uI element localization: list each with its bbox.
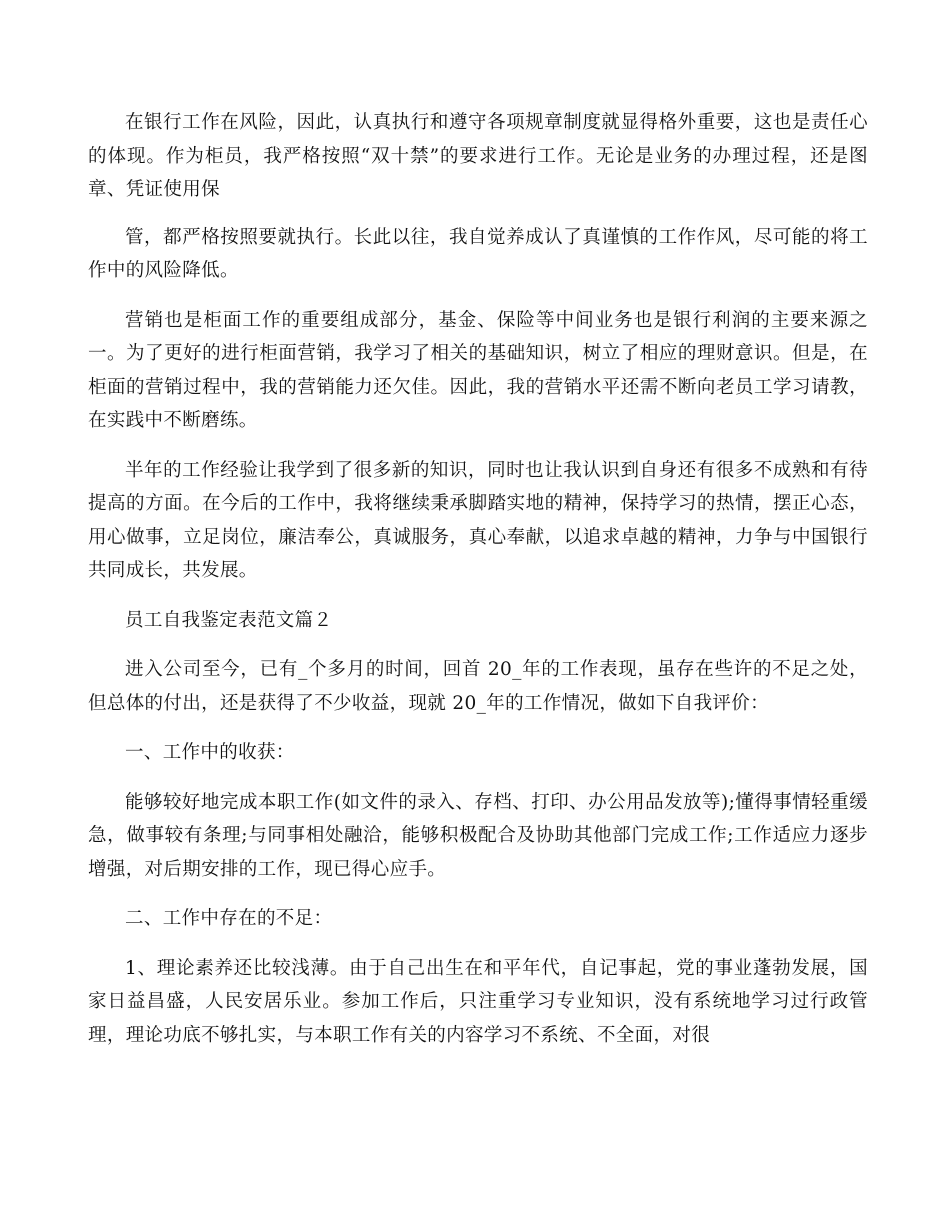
subheading-gains: 一、工作中的收获： — [125, 742, 295, 763]
paragraph-half-year-summary: 半年的工作经验让我学到了很多新的知识，同时也让我认识到自身还有很多不成熟和有待提高的方面。在今后的工作中，我将继续秉承脚踏实地的精神，保持学习的热情，摆正心态，用心做事，立足岗位，廉洁奉公，真诚服务，真心奉献，以追求卓越的精神，力争与中国银行共同成长，共发展。 — [88, 459, 868, 581]
subheading-shortcomings: 二、工作中存在的不足： — [125, 908, 333, 929]
section-heading-sample-2: 员工自我鉴定表范文篇２ — [125, 609, 333, 631]
paragraph-marketing: 营销也是柜面工作的重要组成部分，基金、保险等中间业务也是银行利润的主要来源之一。为了更好的进行柜面营销，我学习了相关的基础知识，树立了相应的理财意识。但是，在柜面的营销过程中，我的营销能力还欠佳。因此，我的营销水平还需不断向老员工学习请教，在实践中不断磨练。 — [88, 309, 868, 431]
paragraph-shortcoming-1: 1、理论素养还比较浅薄。由于自己出生在和平年代，自记事起，党的事业蓬勃发展，国家日益昌盛，人民安居乐业。参加工作后，只注重学习专业知识，没有系统地学习过行政管理，理论功底不够扎实，与本职工作有关的内容学习不系统、不全面，对很 — [88, 957, 868, 1046]
paragraph-gains: 能够较好地完成本职工作(如文件的录入、存档、打印、办公用品发放等);懂得事情轻重缓急，做事较有条理;与同事相处融洽，能够积极配合及协助其他部门完成工作;工作适应力逐步增强，对后期安排的工作，现已得心应手。 — [88, 791, 868, 880]
paragraph-risk-control: 在银行工作在风险，因此，认真执行和遵守各项规章制度就显得格外重要，这也是责任心的体现。作为柜员，我严格按照“双十禁”的要求进行工作。无论是业务的办理过程，还是图章、凭证使用保 — [88, 112, 868, 200]
paragraph-intro: 进入公司至今，已有_个多月的时间，回首 20_年的工作表现，虽存在些许的不足之处，但总体的付出，还是获得了不少收益，现就 20_年的工作情况，做如下自我评价： — [88, 659, 868, 714]
paragraph-risk-control-continued: 管，都严格按照要就执行。长此以往，我自觉养成认了真谨慎的工作作风，尽可能的将工作中的风险降低。 — [88, 226, 868, 281]
document-body — [88, 106, 868, 1052]
